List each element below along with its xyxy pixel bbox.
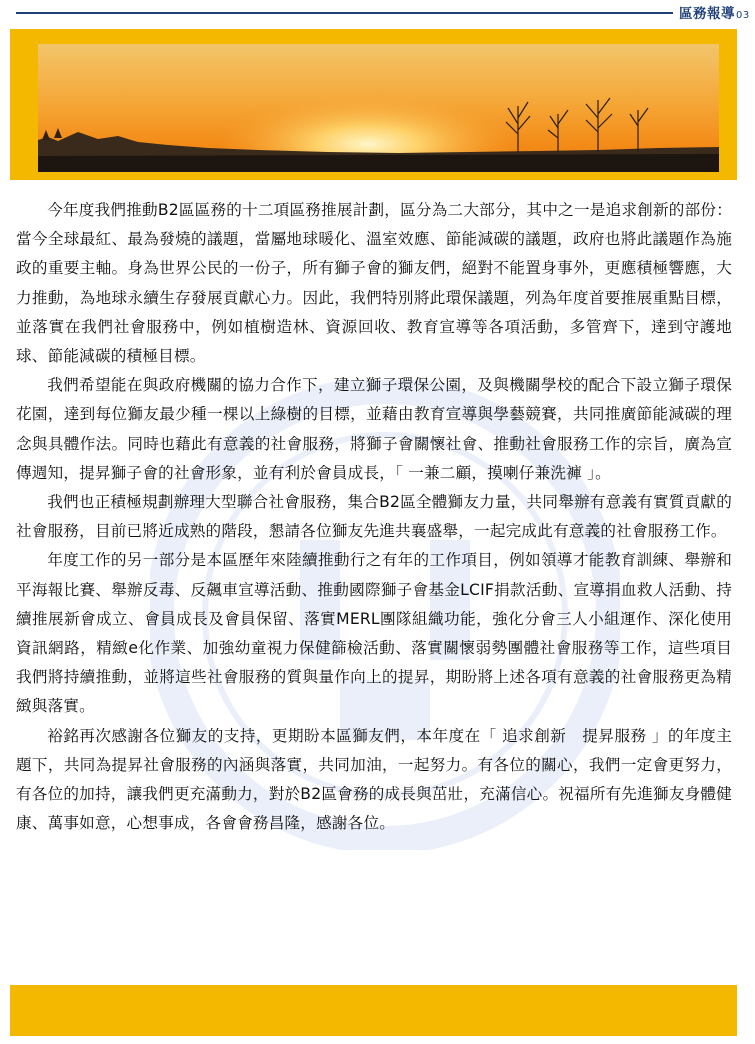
footer-band — [10, 985, 737, 1036]
paragraph-1: 今年度我們推動B2區區務的十二項區務推展計劃，區分為二大部分，其中之一是追求創新的部份：當今全球最紅、最為發燒的議題，當屬地球暖化、溫室效應、節能減碳的議題，政府也將此議題作為施政的重要主軸。身為世界公民的一份子，所有獅子會的獅友們，絕對不能置身事外，更應積極響應，大力推動，為地球永續生存發展貢獻心力。因此，我們特別將此環保議題，列為年度首要推展重點目標，並落實在我們社會服務中，例如植樹造林、資源回收、教育宣導等各項活動，多管齊下，達到守護地球、節能減碳的積極目標。 — [16, 201, 732, 366]
sunset-photo — [38, 44, 719, 172]
sunset-landscape-image — [38, 44, 719, 172]
page-number: 03 — [736, 10, 750, 21]
paragraph-3: 我們也正積極規劃辦理大型聯合社會服務，集合B2區全體獅友力量，共同舉辦有意義有實質貢獻的社會服務，目前已將近成熟的階段，懇請各位獅友先進共襄盛舉，一起完成此有意義的社會服務工作。 — [16, 493, 732, 541]
paragraph-5: 裕銘再次感謝各位獅友的支持，更期盼本區獅友們，本年度在「 追求創新 提昇服務 」的年度主題下，共同為提昇社會服務的內涵與落實，共同加油，一起努力。有各位的關心，我們一定會更努力，有各位的加持，讓我們更充滿動力，對於B2區會務的成長與茁壯，充滿信心。祝福所有先進獅友身體健康、萬事如意，心想事成，各會會務昌隆，感謝各位。 — [16, 726, 732, 833]
paragraph-2: 我們希望能在與政府機關的協力合作下，建立獅子環保公園，及與機關學校的配合下設立獅子環保花園，達到每位獅友最少種一棵以上綠樹的目標，並藉由教育宣導與學藝競賽，共同推廣節能減碳的理念與具體作法。同時也藉此有意義的社會服務，將獅子會關懷社會、推動社會服務工作的宗旨，廣為宣傳週知，提昇獅子會的社會形象，並有利於會員成長，「 一兼二顧，摸喇仔兼洗褲 」。 — [16, 376, 732, 482]
section-title: 區務報導 — [679, 6, 735, 22]
section-header — [679, 2, 750, 24]
article-body — [16, 196, 732, 838]
header-rule — [16, 12, 673, 14]
paragraph-4: 年度工作的另一部分是本區歷年來陸續推動行之有年的工作項目，例如領導才能教育訓練、舉辦和平海報比賽、舉辦反毒、反飆車宣導活動、推動國際獅子會基金LCIF捐款活動、宣導捐血救人活動、持續推展新會成立、會員成長及會員保留、落實MERL團隊組織功能，強化分會三人小組運作、深化使用資訊網路，精緻e化作業、加強幼童視力保健篩檢活動、落實關懷弱勢團體社會服務等工作，這些項目我們將持續推動，並將這些社會服務的質與量作向上的提昇，期盼將上述各項有意義的社會服務更為精緻與落實。 — [16, 551, 732, 716]
